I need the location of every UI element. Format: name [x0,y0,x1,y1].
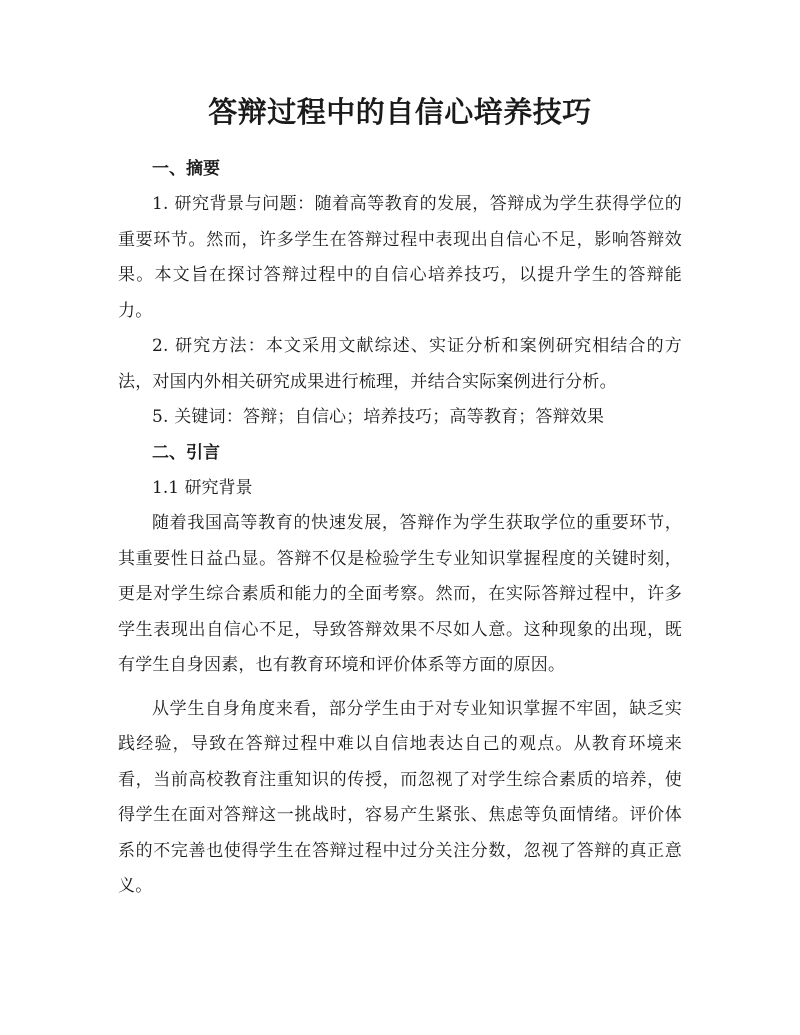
abstract-item-5: 5. 关键词：答辩；自信心；培养技巧；高等教育；答辩效果 [152,407,605,427]
abstract-item-1: 1. 研究背景与问题：随着高等教育的发展，答辩成为学生获得学位的重要环节。然而，许多学生在答辩过程中表现出自信心不足，影响答辩效果。本文旨在探讨答辩过程中的自信心培养技巧，以提升学生的答辩能力。 [118,194,682,321]
section-heading-abstract: 一、摘要 [152,159,220,179]
subsection-heading-background: 1.1 研究背景 [152,477,253,498]
abstract-item-2: 2. 研究方法：本文采用文献综述、实证分析和案例研究相结合的方法，对国内外相关研究成果进行梳理，并结合实际案例进行分析。 [118,336,682,392]
section-heading-intro: 二、引言 [152,442,220,463]
document-title: 答辩过程中的自信心培养技巧 [208,95,592,129]
paragraph-gap [118,684,682,692]
intro-paragraph-1: 随着我国高等教育的快速发展，答辩作为学生获取学位的重要环节，其重要性日益凸显。答辩不仅是检验学生专业知识掌握程度的关键时刻，更是对学生综合素质和能力的全面考察。然而，在实际答辩过程中，许多学生表现出自信心不足，导致答辩效果不尽如人意。这种现象的出现，既有学生自身因素，也有教育环境和评价体系等方面的原因。 [118,513,682,675]
intro-paragraph-2: 从学生自身角度来看，部分学生由于对专业知识掌握不牢固，缺乏实践经验，导致在答辩过程中难以自信地表达自己的观点。从教育环境来看，当前高校教育注重知识的传授，而忽视了对学生综合素质的培养，使得学生在面对答辩这一挑战时，容易产生紧张、焦虑等负面情绪。评价体系的不完善也使得学生在答辩过程中过分关注分数，忽视了答辩的真正意义。 [118,698,682,896]
